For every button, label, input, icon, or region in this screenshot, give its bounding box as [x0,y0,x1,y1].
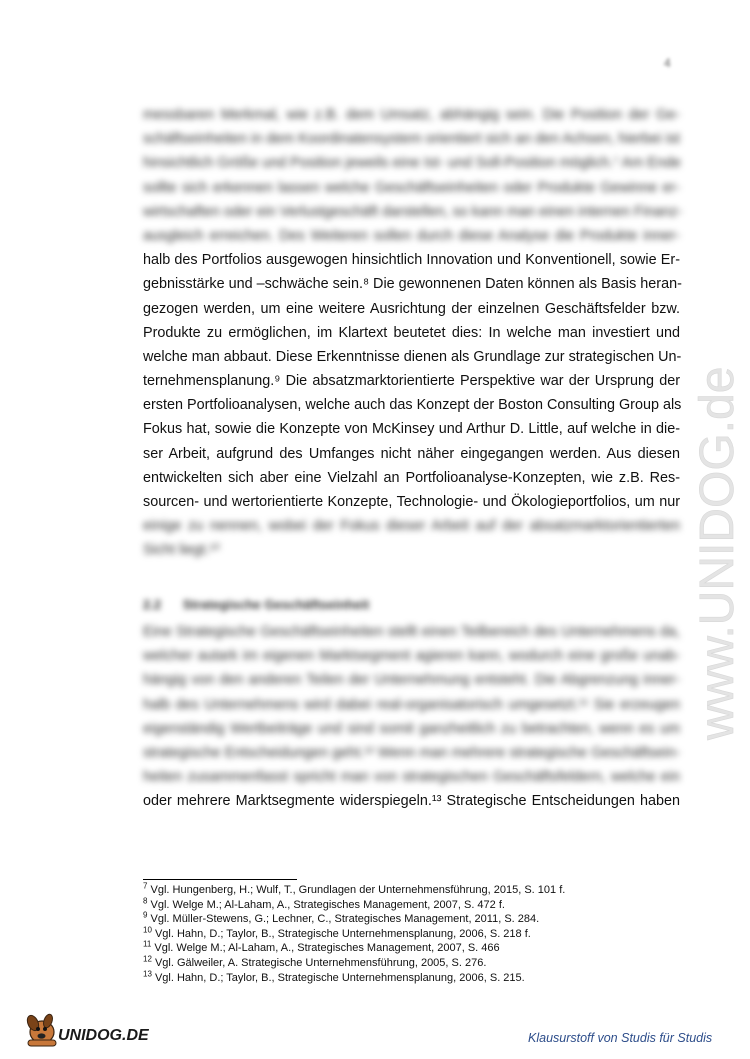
footnote-text: Vgl. Hungenberg, H.; Wulf, T., Grundlagen der Unternehmensführung, 2015, S. 101 f. [150,884,566,896]
paragraph-2 [143,620,680,814]
text-line: heiten zusammenfasst spricht man von strategischen Geschäftsfeldern, welche ein [143,769,680,786]
text-line: hängig von den anderen Teilen der Unternehmung entsteht. Die Abgrenzung inner- [143,672,680,689]
text-line: welche man abbaut. Diese Erkenntnisse dienen als Grundlage zur strategischen Un- [143,348,682,365]
text-line: schäftseinheiten in dem Koordinatensystem orientiert sich an den Achsen, hierbei ist [143,131,680,148]
footnote [143,883,683,898]
footnote [143,912,683,927]
watermark [675,230,750,750]
footnote-text: Vgl. Müller-Stewens, G.; Lechner, C., Strategisches Management, 2011, S. 284. [150,913,540,926]
unidog-logo [22,1010,152,1050]
text-line: halb des Portfolios ausgewogen hinsichtlich Innovation und Konventionell, sowie Er- [143,252,680,269]
footnotes [143,883,683,985]
footnote [143,968,683,986]
text-line: gezogen werden, um eine weitere Ausrichtung der einzelnen Geschäftsfelder bzw. [143,300,680,317]
text-line: ausgleich erreichen. Des Weiteren sollen durch diese Analyse die Produkte inner- [143,227,680,244]
text-line: entwickelten sich aber eine Vielzahl an Portfolioanalyse-Konzepten, wie z.B. Res- [143,469,680,486]
footnote-number: 9 [143,910,148,920]
text-line: ternehmensplanung.⁹ Die absatzmarktorientierte Perspektive war der Ursprung der [143,373,680,390]
page-number: 4 [664,56,671,70]
footnote-text: Vgl. Welge M.; Al-Laham, A., Strategisches Management, 2007, S. 472 f. [150,898,505,911]
text-line: Produkte zu ermöglichen, im Klartext beutetet dies: In welche man investiert und [143,324,680,341]
text-line: sollte sich erkennen lassen welche Geschäftseinheiten oder Produkte Gewinne er- [143,179,680,196]
footnote-number: 10 [143,925,152,935]
footnote-number: 13 [143,968,152,978]
section-heading: 2.2 Strategische Geschäftseinheit [143,597,370,612]
footer-tagline: Klausurstoff von Studis für Studis [528,1031,713,1045]
text-line: messbaren Merkmal, wie z.B. dem Umsatz, abhängig sein. Die Position der Ge- [143,107,680,123]
dog-icon [25,1013,56,1046]
footnote-text: Vgl. Gälweiler, A. Strategische Unternehmensführung, 2005, S. 276. [154,956,487,969]
text-line: halb des Unternehmens wird dabei real-organisatorisch umgesetzt.¹¹ Sie erzeugen [143,696,680,713]
footnote [143,895,683,913]
blurred-text-top [143,103,683,248]
text-line: einige zu nennen, wobei der Fokus dieser Arbeit auf der absatzmarktorientierten [143,518,680,535]
text-line: Eine Strategische Geschäftseinheiten stellt einen Teilbereich des Unternehmens da, [143,624,680,640]
footnote-number: 12 [143,954,152,964]
text-line: ersten Portfolioanalysen, welche auch das Konzept der Boston Consulting Group als [143,397,682,414]
text-line: sourcen- und wertorientierte Konzepte, Technologie- und Ökologieportfolios, um nur [143,494,680,510]
text-line: hinsichtlich Größe und Position jeweils eine Ist- und Soll-Position möglich.⁷ Am Ende [143,155,681,172]
footnote-number: 7 [143,881,148,891]
clear-text [143,248,680,514]
text-line: eigenständig Wertbeiträge und sind somit ganzheitlich zu betrachten, wenn es um [143,720,680,737]
footnote [143,927,683,942]
logo-wordmark: UNIDOG.DE [58,1027,149,1044]
footnote-number: 11 [143,939,152,949]
blurred-text [143,620,680,789]
watermark-text: www.UNIDOG.de [691,366,744,740]
footnote [143,941,683,956]
text-line: strategische Entscheidungen geht.¹² Wenn man mehrere strategische Geschäftsein- [143,744,680,761]
blurred-text-bottom [143,514,680,562]
text-line: oder mehrere Marktsegmente widerspiegeln.¹³ Strategische Entscheidungen haben [143,793,680,810]
text-line: Sicht liegt.¹⁰ [143,542,220,559]
text-line: wirtschaften oder ein Verlustgeschäft darstellen, so kann man einen internen Finanz- [143,203,683,220]
text-line: ser Arbeit, aufgrund des Umfanges nicht näher eingegangen werden. Aus diesen [143,445,680,462]
footnote-text: Vgl. Hahn, D.; Taylor, B., Strategische Unternehmensplanung, 2006, S. 218 f. [154,927,531,940]
footnote-number: 8 [143,895,148,905]
text-line: gebnisstärke und –schwäche sein.⁸ Die gewonnenen Daten können als Basis heran- [143,276,682,293]
text-line: Fokus hat, sowie die Konzepte von McKinsey und Arthur D. Little, auf welche in die- [143,421,680,438]
footnote-text: Vgl. Hahn, D.; Taylor, B., Strategische Unternehmensplanung, 2006, S. 215. [154,971,525,984]
footnote-text: Vgl. Welge M.; Al-Laham, A., Strategisches Management, 2007, S. 466 [154,942,500,955]
footnote [143,956,683,971]
text-line: welcher autark im eigenen Marktsegment agieren kann, wodurch eine große unab- [143,648,680,665]
footnote-divider [143,879,297,880]
paragraph-1 [143,103,683,563]
